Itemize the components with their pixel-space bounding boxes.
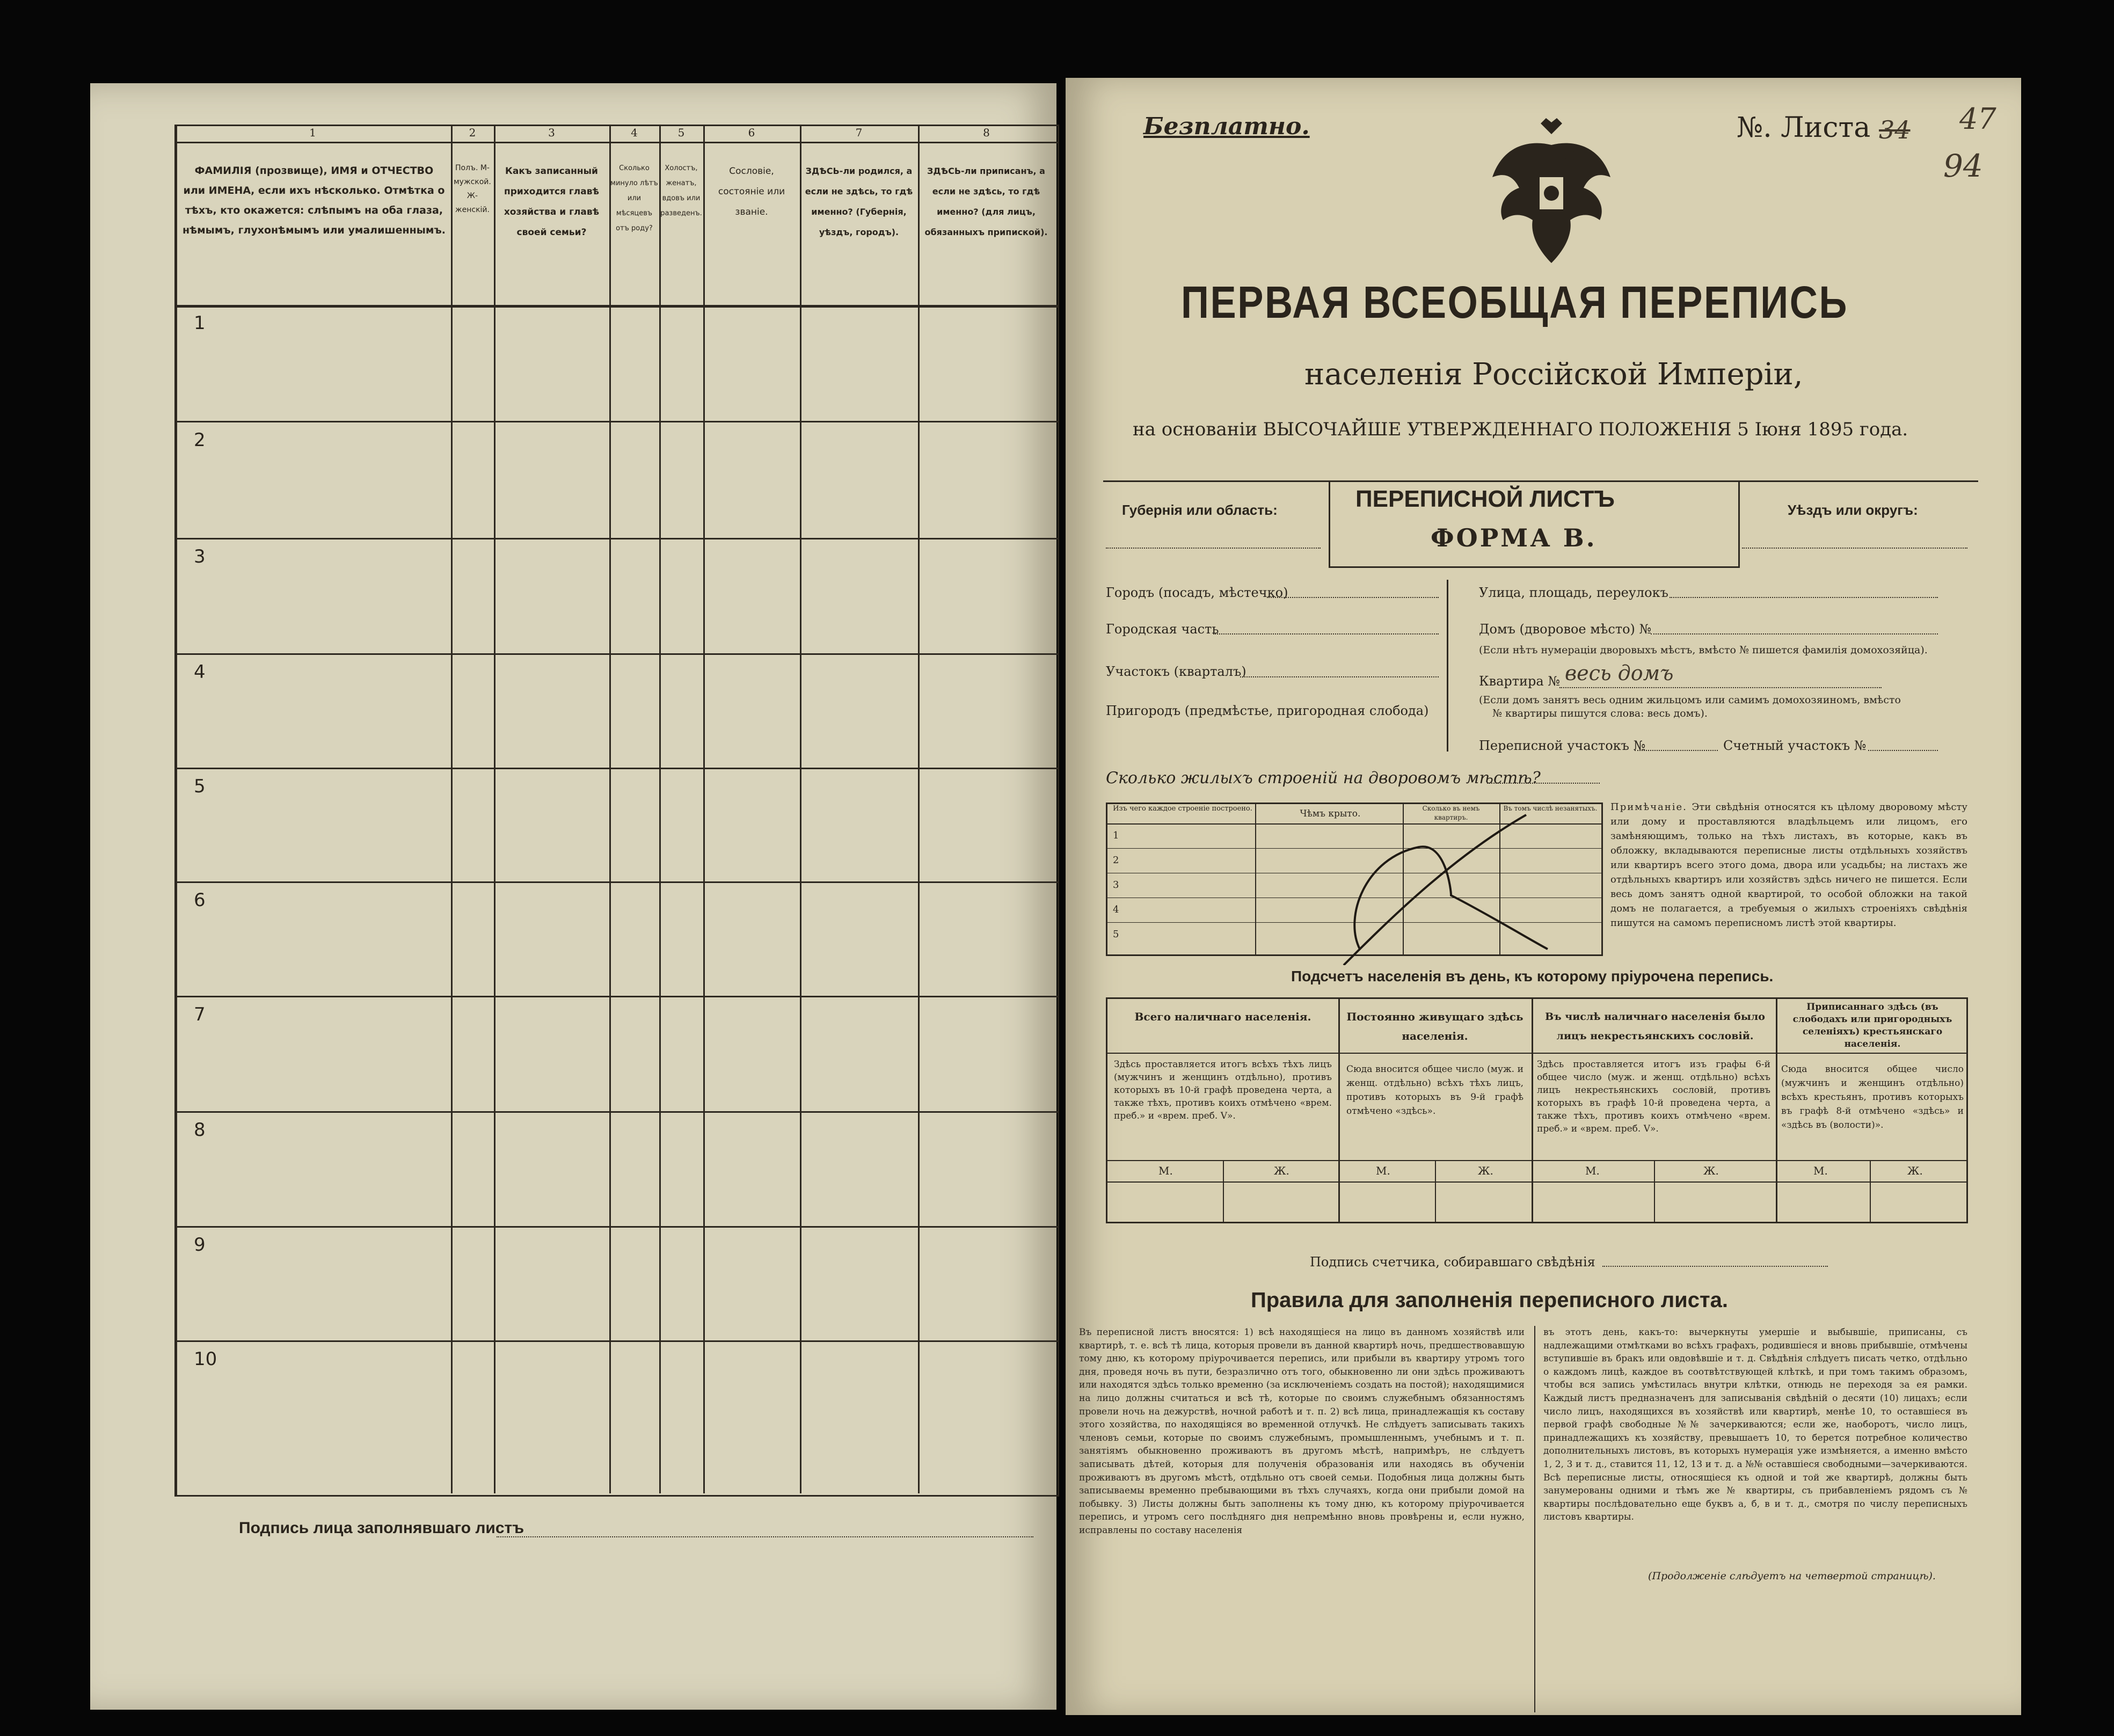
- rules-title: Правила для заполненія переписного листа.: [1251, 1288, 1728, 1312]
- census-table: [174, 125, 1058, 1493]
- sheet-number-value: 34: [1879, 115, 1911, 144]
- buildings-row: 4: [1113, 904, 1119, 915]
- header-sex: Полъ. М-мужской. Ж-женскій.: [454, 164, 491, 214]
- row-number: 4: [194, 661, 206, 683]
- column-number: 7: [855, 126, 863, 139]
- form-subtitle: ФОРМА В.: [1431, 523, 1597, 552]
- free-label: Безплатно.: [1143, 113, 1310, 140]
- buildings-header: Въ томъ числѣ незанятыхъ.: [1503, 805, 1598, 812]
- page-subtitle: населенія Россійской Имперіи,: [1304, 357, 1803, 392]
- header-birthplace: ЗДѢСЬ-ли родился, а если не здѣсь, то гдѣ именно? (Губернія, уѣздъ, городъ).: [805, 166, 913, 237]
- district-line: [1742, 548, 1967, 549]
- precinct-line: [1240, 676, 1439, 677]
- rules-column-1: Въ переписной листъ вносятся: 1) всѣ находящіеся на лицо въ данномъ хозяйствѣ или квартирѣ, т. е. всѣ тѣ лица, которыя провели въ данной квартирѣ ночь, предшествовавшую тому дню, къ которому пріурочивается перепись, или прибыли въ квартиру утромъ того дня, проведя ночь въ пути, безразлично отъ того, обыкновенно ли они здѣсь проживаютъ или находятся здѣсь только временно (за исключеніемъ создать на постой); находящимися на лицо должны считаться и всѣ тѣ, которые по своимъ служебнымъ обязанностямъ провели ночь на дежурствѣ, ночной работѣ и т. п. 2) всѣ лица, принадлежащія къ составу этого хозяйства, по находящіяся во временной отлучкѣ. Не слѣдуетъ записывать такихъ членовъ семьи, которые по своимъ служебнымъ, промышленнымъ, учебнымъ и т. п. занятіямъ обыкновенно проживаютъ въ другомъ мѣстѣ, напримѣръ, не слѣдуетъ записывать дѣтей, которыя для полученія образованія или находясь въ обученіи проживаютъ въ другомъ мѣстѣ, отдѣльно отъ своей семьи. Подобныя лица должны быть записываемы временно пребывающими въ тѣхъ случаяхъ, когда они прибыли домой на побывку. 3) Листы должны быть заполнены къ тому дню, къ которому пріурочивается перепись, и утромъ сего послѣдняго дня непремѣнно вновь провѣрены и, если нужно, исправлены по составу населенія: [1079, 1327, 1525, 1536]
- column-number: 4: [631, 126, 638, 139]
- header-rule: [174, 142, 1058, 143]
- count-section-label: Счетный участокъ №: [1723, 738, 1867, 753]
- male-label: М.: [1376, 1164, 1390, 1177]
- count-header: Всего наличнаго населенія.: [1134, 1010, 1311, 1023]
- buildings-row: 5: [1113, 929, 1119, 940]
- census-section-line: [1635, 750, 1718, 751]
- flat-value: весь домъ: [1565, 661, 1674, 685]
- row-rule: [174, 1340, 1058, 1342]
- double-headed-eagle-icon: [1482, 113, 1621, 274]
- row-number: 9: [194, 1234, 206, 1256]
- row-rule: [174, 421, 1058, 422]
- enumerator-signature-label: Подпись счетчика, собиравшаго свѣдѣнія: [1310, 1254, 1595, 1270]
- row-rule: [174, 1226, 1058, 1228]
- city-part-label: Городская часть: [1106, 622, 1219, 637]
- column-number: 2: [469, 126, 476, 139]
- count-header: Въ числѣ наличнаго населенія было лицъ некрестьянскихъ сословій.: [1545, 1011, 1765, 1042]
- count-body: Сюда вносится общее число (мужчинъ и женщинъ отдѣльно) всѣхъ крестьянъ, противъ которыхъ въ графѣ 8-й отмѣчено «здѣсь» и «здѣсь въ (волости)».: [1781, 1064, 1964, 1130]
- buildings-header: Изъ чего каждое строеніе построено.: [1113, 805, 1252, 813]
- city-part-line: [1213, 633, 1439, 634]
- count-table: [1106, 997, 1968, 1223]
- buildings-row: 2: [1113, 855, 1119, 866]
- province-line: [1106, 548, 1321, 549]
- buildings-question: Сколько жилыхъ строеній на дворовомъ мѣстѣ?: [1106, 769, 1541, 787]
- handwritten-number: 94: [1943, 148, 1983, 184]
- form-title: ПЕРЕПИСНОЙ ЛИСТЪ: [1355, 486, 1615, 512]
- table-border: [174, 125, 1059, 1497]
- row-number: 7: [194, 1004, 206, 1025]
- header-marital: Холостъ, женатъ, вдовъ или разведенъ.: [660, 164, 702, 217]
- precinct-label: Участокъ (кварталъ): [1106, 664, 1246, 679]
- row-rule: [174, 996, 1058, 997]
- column-number: 6: [748, 126, 755, 139]
- col-divider: [494, 125, 495, 1493]
- note-body: Эти свѣдѣнія относятся къ цѣлому дворовому мѣсту или дому и проставляются владѣльцемъ или лицомъ, его замѣняющимъ, только на тѣхъ листахъ, въ которые, какъ въ обложку, вкладываются переписные листы отдѣльныхъ хозяйствъ или квартиръ всего этого дома, двора или усадьбы; на листахъ же отдѣльныхъ квартиръ или хозяйствъ здѣсь ничего не пишется. Если весь домъ занятъ одной квартирой, то особой обложки на такой домъ не полагается, а требуемыя о жилыхъ строеніяхъ свѣдѣнія пишутся на самомъ переписномъ листѣ этой квартиры.: [1610, 801, 1967, 929]
- column-number: 8: [983, 126, 990, 139]
- header-estate: Сословіе, состояніе или званіе.: [718, 166, 785, 217]
- row-rule: [174, 538, 1058, 539]
- buildings-header: Сколько въ немъ квартиръ.: [1422, 805, 1480, 821]
- col-divider: [659, 125, 661, 1493]
- header-age: Сколько минуло лѣтъ или мѣсяцевъ отъ роду?: [610, 164, 658, 232]
- col-divider: [800, 125, 801, 1493]
- buildings-table: [1106, 803, 1603, 956]
- column-number: 3: [548, 126, 555, 139]
- buildings-header: Чѣмъ крыто.: [1300, 808, 1361, 819]
- district-label: Уѣздъ или округъ:: [1788, 502, 1918, 518]
- header-relation: Какъ записанный приходится главѣ хозяйства и главѣ своей семьи?: [504, 166, 600, 238]
- row-number: 3: [194, 546, 206, 567]
- column-number: 5: [677, 126, 685, 139]
- city-line: [1267, 597, 1439, 598]
- female-label: Ж.: [1703, 1164, 1719, 1177]
- count-body: Сюда вносится общее число (муж. и женщ. отдѣльно) всѣхъ тѣхъ лицъ, противъ которыхъ въ 9-й графѣ отмѣчено «здѣсь».: [1346, 1064, 1523, 1117]
- count-body: Здѣсь проставляется итогъ изъ графы 6-й общее число (муж. и женщ. отдѣльно) всѣхъ лицъ некрестьянскихъ сословій, противъ которыхъ въ графѣ 10-й проведена черта, а также тѣхъ, противъ коихъ отмѣчено «врем. преб.» и «врем. преб. V».: [1537, 1059, 1770, 1134]
- female-label: Ж.: [1478, 1164, 1493, 1177]
- basis-line: на основаніи ВЫСОЧАЙШЕ УТВЕРЖДЕННАГО ПОЛОЖЕНІЯ 5 Іюня 1895 года.: [1133, 419, 1908, 440]
- row-rule: [174, 1111, 1058, 1113]
- page-title: ПЕРВАЯ ВСЕОБЩАЯ ПЕРЕПИСЬ: [1181, 277, 1849, 327]
- buildings-row: 3: [1113, 879, 1119, 891]
- row-rule: [174, 768, 1058, 769]
- flat-line: [1559, 687, 1882, 688]
- house-line: [1651, 633, 1938, 634]
- female-label: Ж.: [1907, 1164, 1923, 1177]
- row-rule: [174, 653, 1058, 655]
- note-text: [1610, 800, 1967, 930]
- handwritten-number: 47: [1959, 102, 1996, 136]
- count-section-line: [1868, 750, 1938, 751]
- buildings-row: 1: [1113, 830, 1119, 841]
- col-divider: [609, 125, 611, 1493]
- cross-out-mark: [1107, 804, 1601, 965]
- count-header: Приписаннаго здѣсь (въ слободахъ или пригородныхъ селеніяхъ) крестьянскаго населенія.: [1792, 1002, 1952, 1049]
- row-number: 5: [194, 776, 206, 797]
- rules-divider: [1534, 1326, 1535, 1712]
- row-number: 2: [194, 429, 206, 451]
- suburb-label: Пригородъ (предмѣстье, пригородная слобода): [1106, 703, 1429, 718]
- col-divider: [918, 125, 920, 1493]
- row-number: 10: [194, 1348, 217, 1370]
- province-label: Губернія или область:: [1122, 502, 1278, 518]
- flat-note: (Если домъ занятъ весь одним жильцомъ или самимъ домохозяиномъ, вмѣсто: [1479, 694, 1901, 706]
- header-registration: ЗДѢСЬ-ли приписанъ, а если не здѣсь, то гдѣ именно? (для лицъ, обязанныхъ припиской).: [924, 166, 1048, 237]
- address-divider: [1447, 580, 1448, 752]
- enumerator-signature-line: [1602, 1266, 1828, 1267]
- row-number: 8: [194, 1119, 206, 1141]
- city-label: Городъ (посадъ, мѣстечко): [1106, 585, 1288, 600]
- header-rule: [174, 305, 1058, 308]
- male-label: М.: [1585, 1164, 1600, 1177]
- col-divider: [451, 125, 453, 1493]
- house-label: Домъ (дворовое мѣсто) №: [1479, 622, 1652, 637]
- buildings-line: [1487, 783, 1600, 784]
- census-section-label: Переписной участокъ №: [1479, 738, 1646, 753]
- note-title: Примѣчаніе.: [1610, 801, 1687, 813]
- street-label: Улица, площадь, переулокъ: [1479, 585, 1668, 600]
- count-header: Постоянно живущаго здѣсь населенія.: [1346, 1010, 1523, 1042]
- signature-label: Подпись лица заполнявшаго листъ: [239, 1519, 524, 1537]
- row-number: 1: [194, 312, 206, 334]
- flat-note: № квартиры пишутся слова: весь домъ).: [1492, 707, 1708, 719]
- house-note: (Если нѣтъ нумераціи дворовыхъ мѣстъ, вмѣсто № пишется фамилія домохозяйца).: [1479, 644, 1928, 656]
- row-rule: [174, 881, 1058, 883]
- rules-column-2: въ этотъ день, какъ-то: вычеркнуты умершіе и выбывшіе, приписаны, съ надлежащими отмѣтками во всѣхъ графахъ, родившіеся и вновь прибывшіе, отмѣчены вступившіе въ бракъ или овдовѣвшіе и т. д. Свѣдѣнія слѣдуетъ писать четко, отдѣльно о каждомъ лицѣ, каждое въ соотвѣтствующей клѣткѣ, и при томъ такимъ образомъ, чтобы вся запись умѣстилась внутри клѣтки, отнюдь не переходя за ея рамки. Каждый листъ предназначенъ для записыванія свѣдѣній о десяти (10) лицахъ; если число лицъ, находящихся въ хозяйствѣ или квартирѣ, менѣе 10, то оставшіеся въ первой графѣ свободные №№ зачеркиваются; если же, наоборотъ, число лицъ, принадлежащихъ къ хозяйству, превышаетъ 10, то берется потребное количество дополнительныхъ листовъ, въ которыхъ нумерація уже измѣняется, а именно вмѣсто 1, 2, 3 и т. д., ставится 11, 12, 13 и т. д. а №№ оставшіеся свободными—зачеркиваются. Всѣ переписные листы, относящіеся къ одной и той же квартирѣ, должны быть занумерованы одними и тѣмъ же № квартиры, съ прибавленіемъ рядомъ съ № квартиры послѣдовательно еще буквъ а, б, в и т. д., смотря по числу переписныхъ листовъ квартиры.: [1543, 1327, 1967, 1523]
- male-label: М.: [1158, 1164, 1173, 1177]
- sheet-number-label: №. Листа: [1737, 112, 1871, 144]
- count-title: Подсчетъ населенія въ день, къ которому пріурочена перепись.: [1291, 968, 1774, 984]
- column-number: 1: [309, 126, 316, 139]
- continued-note: (Продолженіе слѣдуетъ на четвертой страницѣ).: [1648, 1570, 1936, 1582]
- flat-label: Квартира №: [1479, 674, 1561, 689]
- count-body: Здѣсь проставляется итогъ всѣхъ тѣхъ лицъ (мужчинъ и женщинъ отдѣльно), противъ которыхъ въ 10-й графѣ проведена черта, а также тѣхъ, противъ коихъ отмѣчено «врем. преб.» и «врем. преб. V».: [1114, 1059, 1332, 1121]
- row-number: 6: [194, 889, 206, 911]
- street-line: [1670, 597, 1938, 598]
- male-label: М.: [1813, 1164, 1828, 1177]
- female-label: Ж.: [1274, 1164, 1289, 1177]
- header-name: ФАМИЛІЯ (прозвище), ИМЯ и ОТЧЕСТВО или ИМЕНА, если ихъ нѣсколько. Отмѣтка о тѣхъ, кто окажется: слѣпымъ на оба глаза, нѣмымъ, глухонѣмымъ или умалишеннымъ.: [183, 165, 446, 236]
- col-divider: [703, 125, 705, 1493]
- signature-line: [497, 1536, 1033, 1537]
